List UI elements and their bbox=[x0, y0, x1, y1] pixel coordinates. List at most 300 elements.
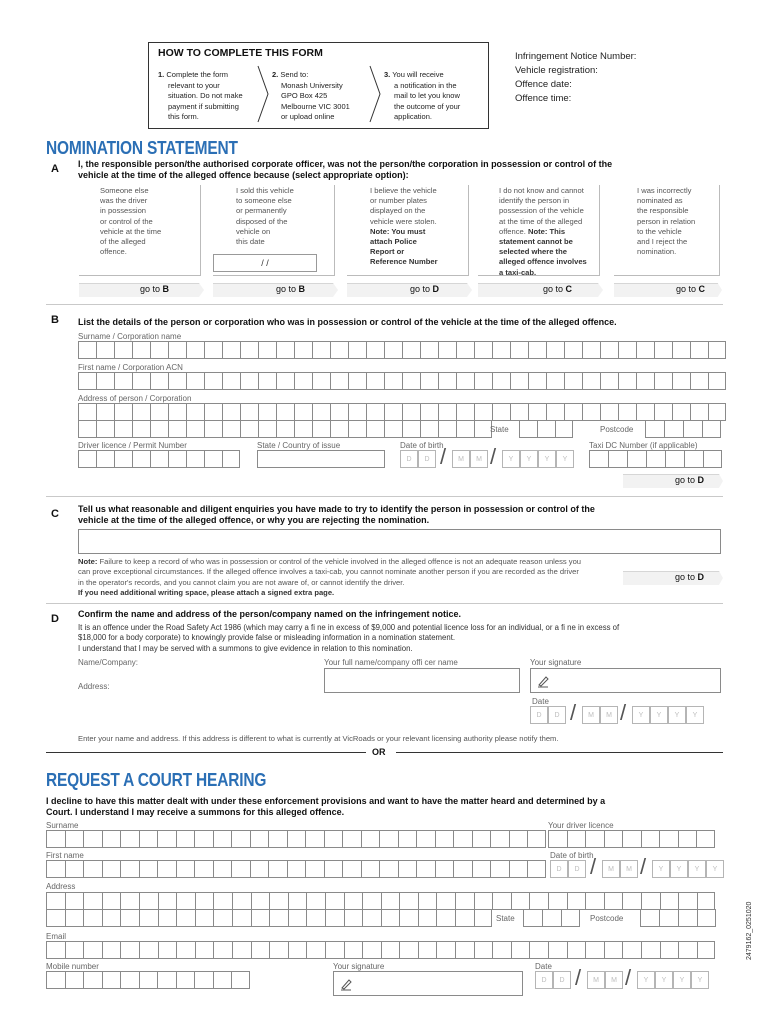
char-box[interactable] bbox=[453, 830, 472, 848]
surname-corp-input[interactable] bbox=[78, 341, 726, 359]
char-box[interactable] bbox=[96, 450, 114, 468]
char-box[interactable] bbox=[150, 341, 168, 359]
char-box[interactable] bbox=[194, 830, 213, 848]
char-box[interactable] bbox=[194, 860, 213, 878]
char-box[interactable] bbox=[312, 372, 330, 390]
char-box[interactable] bbox=[492, 403, 510, 421]
char-box[interactable] bbox=[240, 341, 258, 359]
char-box[interactable] bbox=[492, 892, 511, 910]
char-box[interactable] bbox=[287, 830, 306, 848]
char-box[interactable] bbox=[176, 971, 195, 989]
char-box[interactable] bbox=[114, 403, 132, 421]
char-box[interactable] bbox=[697, 909, 716, 927]
char-box[interactable] bbox=[453, 860, 472, 878]
char-box[interactable] bbox=[561, 909, 580, 927]
char-box[interactable] bbox=[438, 420, 456, 438]
char-box[interactable] bbox=[348, 403, 366, 421]
char-box[interactable] bbox=[213, 830, 232, 848]
char-box[interactable] bbox=[492, 941, 511, 959]
char-box[interactable] bbox=[627, 450, 646, 468]
char-box[interactable] bbox=[509, 830, 528, 848]
char-box[interactable] bbox=[78, 372, 96, 390]
date-input-d[interactable]: D D / M M / Y Y Y Y bbox=[530, 706, 710, 724]
char-box[interactable] bbox=[435, 830, 454, 848]
char-box[interactable] bbox=[348, 372, 366, 390]
char-box[interactable] bbox=[678, 892, 697, 910]
char-box[interactable] bbox=[65, 971, 84, 989]
char-box[interactable] bbox=[204, 372, 222, 390]
state-input-b[interactable] bbox=[519, 420, 573, 438]
char-box[interactable] bbox=[510, 372, 528, 390]
char-box[interactable] bbox=[65, 909, 84, 927]
char-box[interactable] bbox=[474, 403, 492, 421]
char-box[interactable] bbox=[251, 941, 270, 959]
char-box[interactable] bbox=[120, 892, 139, 910]
char-box[interactable] bbox=[213, 892, 232, 910]
char-box[interactable] bbox=[490, 830, 509, 848]
char-box[interactable] bbox=[139, 830, 158, 848]
char-box[interactable] bbox=[305, 860, 324, 878]
char-box[interactable] bbox=[567, 941, 586, 959]
char-box[interactable] bbox=[402, 420, 420, 438]
firstname-acn-input[interactable] bbox=[78, 372, 726, 390]
char-box[interactable] bbox=[288, 909, 307, 927]
licence-input-b[interactable] bbox=[78, 450, 240, 468]
char-box[interactable] bbox=[438, 341, 456, 359]
char-box[interactable] bbox=[418, 892, 437, 910]
char-box[interactable] bbox=[399, 892, 418, 910]
char-box[interactable] bbox=[564, 403, 582, 421]
char-box[interactable] bbox=[330, 372, 348, 390]
char-box[interactable] bbox=[708, 403, 726, 421]
char-box[interactable] bbox=[366, 341, 384, 359]
char-box[interactable] bbox=[361, 860, 380, 878]
char-box[interactable] bbox=[510, 341, 528, 359]
char-box[interactable] bbox=[312, 341, 330, 359]
char-box[interactable] bbox=[114, 420, 132, 438]
char-box[interactable] bbox=[474, 341, 492, 359]
char-box[interactable] bbox=[455, 892, 474, 910]
char-box[interactable] bbox=[436, 892, 455, 910]
char-box[interactable] bbox=[213, 971, 232, 989]
char-box[interactable] bbox=[398, 860, 417, 878]
court-address-input-line2[interactable] bbox=[46, 909, 492, 927]
char-box[interactable] bbox=[240, 420, 258, 438]
dob-input-b[interactable]: D D / M M / Y Y Y Y bbox=[400, 450, 580, 468]
char-box[interactable] bbox=[436, 909, 455, 927]
char-box[interactable] bbox=[361, 830, 380, 848]
char-box[interactable] bbox=[176, 892, 195, 910]
char-box[interactable] bbox=[294, 372, 312, 390]
char-box[interactable] bbox=[231, 860, 250, 878]
char-box[interactable] bbox=[114, 341, 132, 359]
char-box[interactable] bbox=[168, 403, 186, 421]
char-box[interactable] bbox=[418, 941, 437, 959]
char-box[interactable] bbox=[582, 403, 600, 421]
char-box[interactable] bbox=[139, 860, 158, 878]
char-box[interactable] bbox=[288, 892, 307, 910]
char-box[interactable] bbox=[186, 403, 204, 421]
char-box[interactable] bbox=[435, 860, 454, 878]
char-box[interactable] bbox=[528, 372, 546, 390]
char-box[interactable] bbox=[567, 892, 586, 910]
char-box[interactable] bbox=[232, 909, 251, 927]
char-box[interactable] bbox=[102, 860, 121, 878]
char-box[interactable] bbox=[213, 941, 232, 959]
char-box[interactable] bbox=[654, 372, 672, 390]
char-box[interactable] bbox=[158, 941, 177, 959]
char-box[interactable] bbox=[641, 892, 660, 910]
char-box[interactable] bbox=[250, 830, 269, 848]
char-box[interactable] bbox=[222, 450, 240, 468]
char-box[interactable] bbox=[204, 341, 222, 359]
char-box[interactable] bbox=[455, 909, 474, 927]
char-box[interactable] bbox=[548, 830, 567, 848]
char-box[interactable] bbox=[528, 403, 546, 421]
char-box[interactable] bbox=[665, 450, 684, 468]
char-box[interactable] bbox=[342, 860, 361, 878]
char-box[interactable] bbox=[490, 860, 509, 878]
char-box[interactable] bbox=[195, 909, 214, 927]
char-box[interactable] bbox=[258, 341, 276, 359]
char-box[interactable] bbox=[276, 341, 294, 359]
char-box[interactable] bbox=[288, 941, 307, 959]
court-firstname-input[interactable] bbox=[46, 860, 546, 878]
char-box[interactable] bbox=[78, 341, 96, 359]
char-box[interactable] bbox=[158, 909, 177, 927]
char-box[interactable] bbox=[120, 941, 139, 959]
char-box[interactable] bbox=[456, 420, 474, 438]
char-box[interactable] bbox=[402, 341, 420, 359]
char-box[interactable] bbox=[269, 892, 288, 910]
char-box[interactable] bbox=[132, 450, 150, 468]
char-box[interactable] bbox=[398, 830, 417, 848]
char-box[interactable] bbox=[567, 830, 586, 848]
address-corp-input-line2[interactable] bbox=[78, 420, 492, 438]
char-box[interactable] bbox=[65, 892, 84, 910]
char-box[interactable] bbox=[636, 341, 654, 359]
officer-name-input[interactable] bbox=[324, 668, 520, 693]
court-signature-input[interactable] bbox=[333, 971, 523, 996]
char-box[interactable] bbox=[157, 971, 176, 989]
char-box[interactable] bbox=[258, 403, 276, 421]
char-box[interactable] bbox=[102, 830, 121, 848]
char-box[interactable] bbox=[213, 860, 232, 878]
char-box[interactable] bbox=[474, 892, 493, 910]
char-box[interactable] bbox=[287, 860, 306, 878]
char-box[interactable] bbox=[222, 420, 240, 438]
char-box[interactable] bbox=[664, 420, 683, 438]
char-box[interactable] bbox=[604, 830, 623, 848]
char-box[interactable] bbox=[384, 420, 402, 438]
char-box[interactable] bbox=[231, 830, 250, 848]
char-box[interactable] bbox=[640, 909, 659, 927]
char-box[interactable] bbox=[362, 941, 381, 959]
char-box[interactable] bbox=[158, 892, 177, 910]
char-box[interactable] bbox=[420, 420, 438, 438]
char-box[interactable] bbox=[240, 372, 258, 390]
char-box[interactable] bbox=[139, 909, 158, 927]
char-box[interactable] bbox=[157, 860, 176, 878]
char-box[interactable] bbox=[654, 341, 672, 359]
court-email-input[interactable] bbox=[46, 941, 715, 959]
char-box[interactable] bbox=[438, 372, 456, 390]
char-box[interactable] bbox=[622, 830, 641, 848]
char-box[interactable] bbox=[529, 941, 548, 959]
char-box[interactable] bbox=[194, 971, 213, 989]
court-dob-input[interactable]: D D / M M / Y Y Y Y bbox=[550, 860, 725, 878]
char-box[interactable] bbox=[325, 892, 344, 910]
char-box[interactable] bbox=[168, 341, 186, 359]
char-box[interactable] bbox=[384, 403, 402, 421]
char-box[interactable] bbox=[65, 941, 84, 959]
char-box[interactable] bbox=[139, 892, 158, 910]
char-box[interactable] bbox=[251, 909, 270, 927]
char-box[interactable] bbox=[646, 450, 665, 468]
char-box[interactable] bbox=[330, 420, 348, 438]
char-box[interactable] bbox=[420, 341, 438, 359]
char-box[interactable] bbox=[585, 941, 604, 959]
char-box[interactable] bbox=[585, 892, 604, 910]
court-licence-input[interactable] bbox=[548, 830, 715, 848]
court-address-input-line1[interactable] bbox=[46, 892, 715, 910]
char-box[interactable] bbox=[306, 941, 325, 959]
char-box[interactable] bbox=[362, 909, 381, 927]
char-box[interactable] bbox=[195, 892, 214, 910]
char-box[interactable] bbox=[240, 403, 258, 421]
char-box[interactable] bbox=[312, 420, 330, 438]
char-box[interactable] bbox=[618, 341, 636, 359]
char-box[interactable] bbox=[120, 971, 139, 989]
char-box[interactable] bbox=[618, 403, 636, 421]
char-box[interactable] bbox=[232, 941, 251, 959]
char-box[interactable] bbox=[564, 372, 582, 390]
char-box[interactable] bbox=[204, 403, 222, 421]
char-box[interactable] bbox=[402, 372, 420, 390]
char-box[interactable] bbox=[46, 892, 65, 910]
char-box[interactable] bbox=[120, 860, 139, 878]
char-box[interactable] bbox=[344, 909, 363, 927]
char-box[interactable] bbox=[222, 372, 240, 390]
char-box[interactable] bbox=[114, 372, 132, 390]
court-mobile-input[interactable] bbox=[46, 971, 250, 989]
enquiries-input[interactable] bbox=[78, 529, 721, 554]
char-box[interactable] bbox=[102, 971, 121, 989]
char-box[interactable] bbox=[150, 403, 168, 421]
char-box[interactable] bbox=[683, 420, 702, 438]
char-box[interactable] bbox=[102, 941, 121, 959]
char-box[interactable] bbox=[362, 892, 381, 910]
char-box[interactable] bbox=[703, 450, 722, 468]
char-box[interactable] bbox=[204, 450, 222, 468]
char-box[interactable] bbox=[294, 403, 312, 421]
char-box[interactable] bbox=[324, 830, 343, 848]
char-box[interactable] bbox=[523, 909, 542, 927]
char-box[interactable] bbox=[186, 341, 204, 359]
char-box[interactable] bbox=[708, 372, 726, 390]
char-box[interactable] bbox=[176, 909, 195, 927]
char-box[interactable] bbox=[696, 830, 715, 848]
char-box[interactable] bbox=[600, 403, 618, 421]
char-box[interactable] bbox=[697, 941, 716, 959]
char-box[interactable] bbox=[456, 403, 474, 421]
court-postcode-input[interactable] bbox=[640, 909, 716, 927]
char-box[interactable] bbox=[139, 971, 158, 989]
char-box[interactable] bbox=[366, 372, 384, 390]
sold-date-input[interactable]: / / bbox=[213, 254, 317, 272]
char-box[interactable] bbox=[438, 403, 456, 421]
char-box[interactable] bbox=[96, 403, 114, 421]
char-box[interactable] bbox=[645, 420, 664, 438]
char-box[interactable] bbox=[416, 860, 435, 878]
char-box[interactable] bbox=[418, 909, 437, 927]
char-box[interactable] bbox=[509, 860, 528, 878]
char-box[interactable] bbox=[96, 341, 114, 359]
char-box[interactable] bbox=[604, 892, 623, 910]
char-box[interactable] bbox=[168, 372, 186, 390]
char-box[interactable] bbox=[384, 372, 402, 390]
char-box[interactable] bbox=[276, 420, 294, 438]
char-box[interactable] bbox=[168, 420, 186, 438]
char-box[interactable] bbox=[582, 341, 600, 359]
char-box[interactable] bbox=[150, 372, 168, 390]
char-box[interactable] bbox=[120, 830, 139, 848]
char-box[interactable] bbox=[600, 341, 618, 359]
char-box[interactable] bbox=[305, 830, 324, 848]
char-box[interactable] bbox=[528, 341, 546, 359]
char-box[interactable] bbox=[456, 341, 474, 359]
char-box[interactable] bbox=[294, 420, 312, 438]
char-box[interactable] bbox=[678, 909, 697, 927]
char-box[interactable] bbox=[96, 420, 114, 438]
char-box[interactable] bbox=[529, 892, 548, 910]
char-box[interactable] bbox=[492, 372, 510, 390]
char-box[interactable] bbox=[83, 971, 102, 989]
char-box[interactable] bbox=[176, 830, 195, 848]
char-box[interactable] bbox=[306, 909, 325, 927]
char-box[interactable] bbox=[342, 830, 361, 848]
char-box[interactable] bbox=[348, 341, 366, 359]
char-box[interactable] bbox=[455, 941, 474, 959]
char-box[interactable] bbox=[213, 909, 232, 927]
char-box[interactable] bbox=[268, 860, 287, 878]
char-box[interactable] bbox=[659, 909, 678, 927]
char-box[interactable] bbox=[510, 403, 528, 421]
char-box[interactable] bbox=[472, 860, 491, 878]
char-box[interactable] bbox=[83, 941, 102, 959]
char-box[interactable] bbox=[96, 372, 114, 390]
char-box[interactable] bbox=[690, 372, 708, 390]
char-box[interactable] bbox=[384, 341, 402, 359]
char-box[interactable] bbox=[83, 830, 102, 848]
court-surname-input[interactable] bbox=[46, 830, 546, 848]
char-box[interactable] bbox=[546, 341, 564, 359]
char-box[interactable] bbox=[546, 403, 564, 421]
char-box[interactable] bbox=[258, 372, 276, 390]
char-box[interactable] bbox=[474, 372, 492, 390]
char-box[interactable] bbox=[399, 941, 418, 959]
char-box[interactable] bbox=[366, 403, 384, 421]
char-box[interactable] bbox=[83, 909, 102, 927]
char-box[interactable] bbox=[258, 420, 276, 438]
char-box[interactable] bbox=[344, 941, 363, 959]
char-box[interactable] bbox=[381, 941, 400, 959]
char-box[interactable] bbox=[102, 909, 121, 927]
char-box[interactable] bbox=[622, 892, 641, 910]
char-box[interactable] bbox=[697, 892, 716, 910]
char-box[interactable] bbox=[46, 830, 65, 848]
char-box[interactable] bbox=[672, 372, 690, 390]
char-box[interactable] bbox=[120, 909, 139, 927]
char-box[interactable] bbox=[324, 860, 343, 878]
char-box[interactable] bbox=[195, 941, 214, 959]
char-box[interactable] bbox=[492, 341, 510, 359]
court-date-input[interactable]: D D / M M / Y Y Y Y bbox=[535, 971, 713, 989]
char-box[interactable] bbox=[102, 892, 121, 910]
char-box[interactable] bbox=[474, 909, 493, 927]
char-box[interactable] bbox=[436, 941, 455, 959]
char-box[interactable] bbox=[564, 341, 582, 359]
char-box[interactable] bbox=[527, 830, 546, 848]
char-box[interactable] bbox=[690, 403, 708, 421]
char-box[interactable] bbox=[537, 420, 555, 438]
char-box[interactable] bbox=[402, 403, 420, 421]
char-box[interactable] bbox=[600, 372, 618, 390]
char-box[interactable] bbox=[186, 372, 204, 390]
char-box[interactable] bbox=[204, 420, 222, 438]
char-box[interactable] bbox=[78, 403, 96, 421]
char-box[interactable] bbox=[348, 420, 366, 438]
char-box[interactable] bbox=[622, 941, 641, 959]
char-box[interactable] bbox=[678, 941, 697, 959]
char-box[interactable] bbox=[555, 420, 573, 438]
state-issue-input[interactable] bbox=[257, 450, 385, 468]
char-box[interactable] bbox=[381, 892, 400, 910]
char-box[interactable] bbox=[585, 830, 604, 848]
char-box[interactable] bbox=[114, 450, 132, 468]
char-box[interactable] bbox=[548, 892, 567, 910]
postcode-input-b[interactable] bbox=[645, 420, 721, 438]
char-box[interactable] bbox=[542, 909, 561, 927]
char-box[interactable] bbox=[78, 450, 96, 468]
char-box[interactable] bbox=[150, 420, 168, 438]
char-box[interactable] bbox=[132, 372, 150, 390]
char-box[interactable] bbox=[330, 341, 348, 359]
char-box[interactable] bbox=[659, 830, 678, 848]
char-box[interactable] bbox=[83, 860, 102, 878]
char-box[interactable] bbox=[306, 892, 325, 910]
char-box[interactable] bbox=[474, 941, 493, 959]
char-box[interactable] bbox=[690, 341, 708, 359]
char-box[interactable] bbox=[589, 450, 608, 468]
char-box[interactable] bbox=[132, 420, 150, 438]
char-box[interactable] bbox=[546, 372, 564, 390]
char-box[interactable] bbox=[708, 341, 726, 359]
char-box[interactable] bbox=[168, 450, 186, 468]
char-box[interactable] bbox=[268, 830, 287, 848]
char-box[interactable] bbox=[83, 892, 102, 910]
char-box[interactable] bbox=[684, 450, 703, 468]
char-box[interactable] bbox=[672, 403, 690, 421]
char-box[interactable] bbox=[269, 909, 288, 927]
char-box[interactable] bbox=[641, 830, 660, 848]
char-box[interactable] bbox=[381, 909, 400, 927]
char-box[interactable] bbox=[65, 830, 84, 848]
char-box[interactable] bbox=[660, 892, 679, 910]
char-box[interactable] bbox=[379, 830, 398, 848]
char-box[interactable] bbox=[636, 403, 654, 421]
char-box[interactable] bbox=[186, 420, 204, 438]
